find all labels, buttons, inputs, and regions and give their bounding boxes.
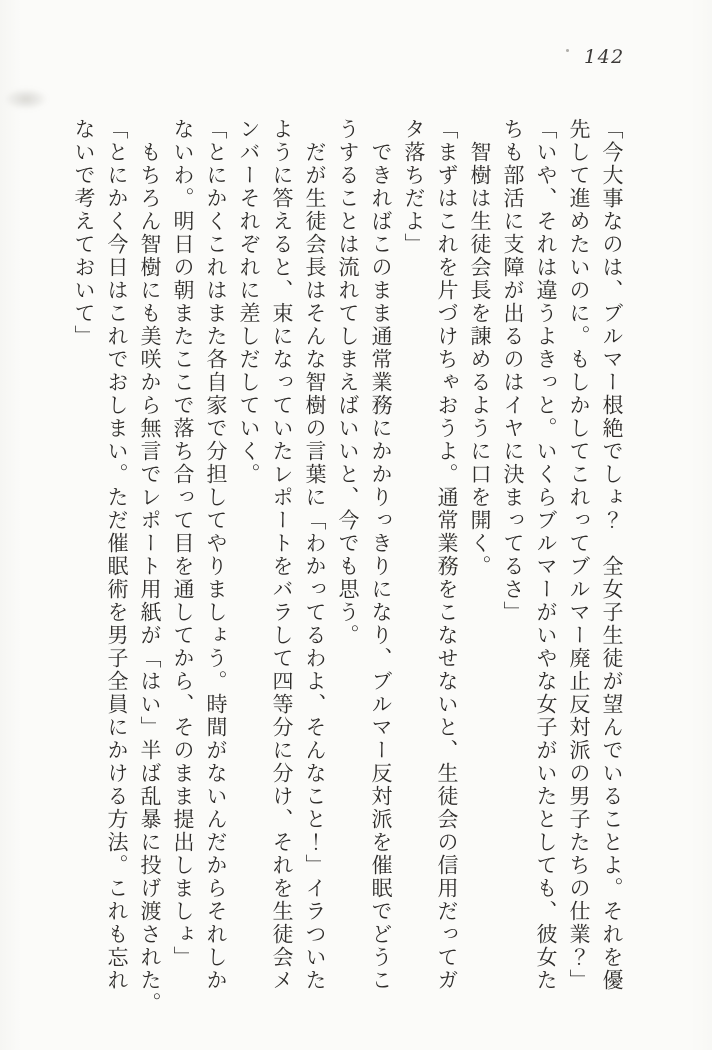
text-line: ンバーそれぞれに差しだしていく。 [237, 118, 261, 486]
text-line: 先して進めたいのに。もしかしてこれってブルマー廃止反対派の男子たちの仕業？」 [567, 118, 591, 992]
text-line: 「いや、それは違うよきっと。いくらブルマーがいやな女子がいたとしても、彼女た [534, 118, 558, 992]
text-line: 「まずはこれを片づけちゃおうよ。通常業務をこなせないと、生徒会の信用だってガ [435, 118, 459, 992]
text-line: 智樹は生徒会長を諌めるように口を開く。 [468, 118, 492, 578]
text-line: 「とにかく今日はこれでおしまい。ただ催眠術を男子全員にかける方法。これも忘れ [105, 118, 129, 992]
text-line: できればこのまま通常業務にかかりっきりになり、ブルマー反対派を催眠でどうこ [369, 118, 393, 992]
text-line: 「とにかくこれはまた各自家で分担してやりましょう。時間がないんだからそれしか [204, 118, 228, 992]
scan-speck-artifact [566, 49, 569, 52]
text-line: だが生徒会長はそんな智樹の言葉に「わかってるわよ、そんなこと！」イラついた [303, 118, 327, 992]
text-line: 「今大事なのは、ブルマー根絶でしょ？ 全女子生徒が望んでいることよ。それを優 [600, 118, 624, 992]
text-line: ないわ。明日の朝またここで落ち合って目を通してから、そのまま提出しましょ」 [171, 118, 195, 969]
text-line: ちも部活に支障が出るのはイヤに決まってるさ」 [501, 118, 525, 624]
page-number: 142 [584, 46, 625, 68]
text-line: ように答えると、束になっていたレポートをバラして四等分に分け、それを生徒会メ [270, 118, 294, 992]
text-line: うすることは流れてしまえばいいと、今でも思う。 [336, 118, 360, 647]
vertical-text-block [67, 118, 628, 1015]
text-line: もちろん智樹にも美咲から無言でレポート用紙が「はい」半ば乱暴に投げ渡された。 [138, 118, 162, 1015]
text-line: ないで考えておいて」 [72, 118, 96, 348]
scan-smudge-artifact [4, 88, 48, 110]
text-line: タ落ちだよ」 [402, 118, 426, 256]
